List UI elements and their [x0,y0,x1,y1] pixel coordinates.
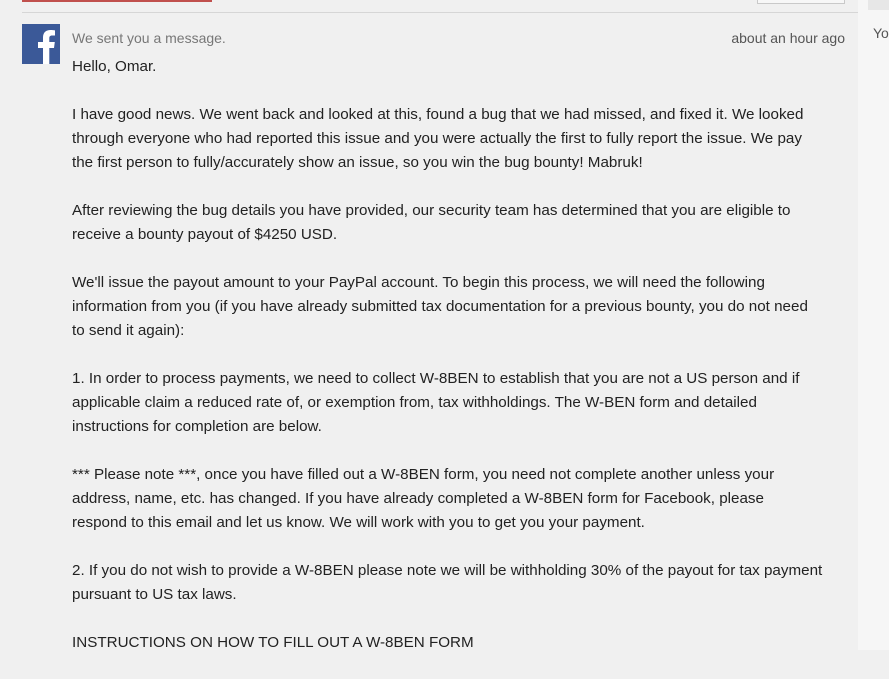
paragraph-bounty-amount: After reviewing the bug details you have provided, our security team has determined that you are eligible to receive a bounty payout of $4250 USD. [72,202,791,243]
paragraph-payout-info: We'll issue the payout amount to your PayPal account. To begin this process, we will need the following information from you (if you have already submitted tax documentation for a previous bounty, you do not need to send it again): [72,274,808,339]
paragraph-note: *** Please note ***, once you have filled out a W-8BEN form, you need not complete another unless your address, name, etc. has changed. If you have already completed a W-8BEN form for Facebook, please respond to this email and let us know. We will work with you to get you your payment. [72,466,775,531]
sender-line: We sent you a message. [72,30,226,46]
paragraph-good-news: I have good news. We went back and looked at this, found a bug that we had missed, and fixed it. We looked through everyone who had reported this issue and you were actually the first to fully report the issue. We pay the first person to fully/accurately show an issue, so you win the bug bounty! Mabruk! [72,106,804,171]
top-accent-bar [22,0,212,2]
message-timestamp[interactable]: about an hour ago [731,30,845,46]
message-body [72,55,857,679]
right-panel-header [868,0,889,10]
facebook-logo-icon[interactable] [22,24,60,64]
top-divider [22,12,858,13]
paragraph-w8ben-step: 1. In order to process payments, we need to collect W-8BEN to establish that you are not a US person and if applicable claim a reduced rate of, or exemption from, tax withholdings. The W-BEN form and detailed instructions for completion are below. [72,370,800,435]
top-button[interactable] [757,0,845,4]
right-panel-label: Yo [873,25,889,41]
instructions-heading: INSTRUCTIONS ON HOW TO FILL OUT A W-8BEN FORM [72,634,474,651]
paragraph-withholding: 2. If you do not wish to provide a W-8BEN please note we will be withholding 30% of the payout for tax payment pursuant to US tax laws. [72,562,823,603]
right-panel [858,0,889,650]
greeting: Hello, Omar. [72,58,157,75]
